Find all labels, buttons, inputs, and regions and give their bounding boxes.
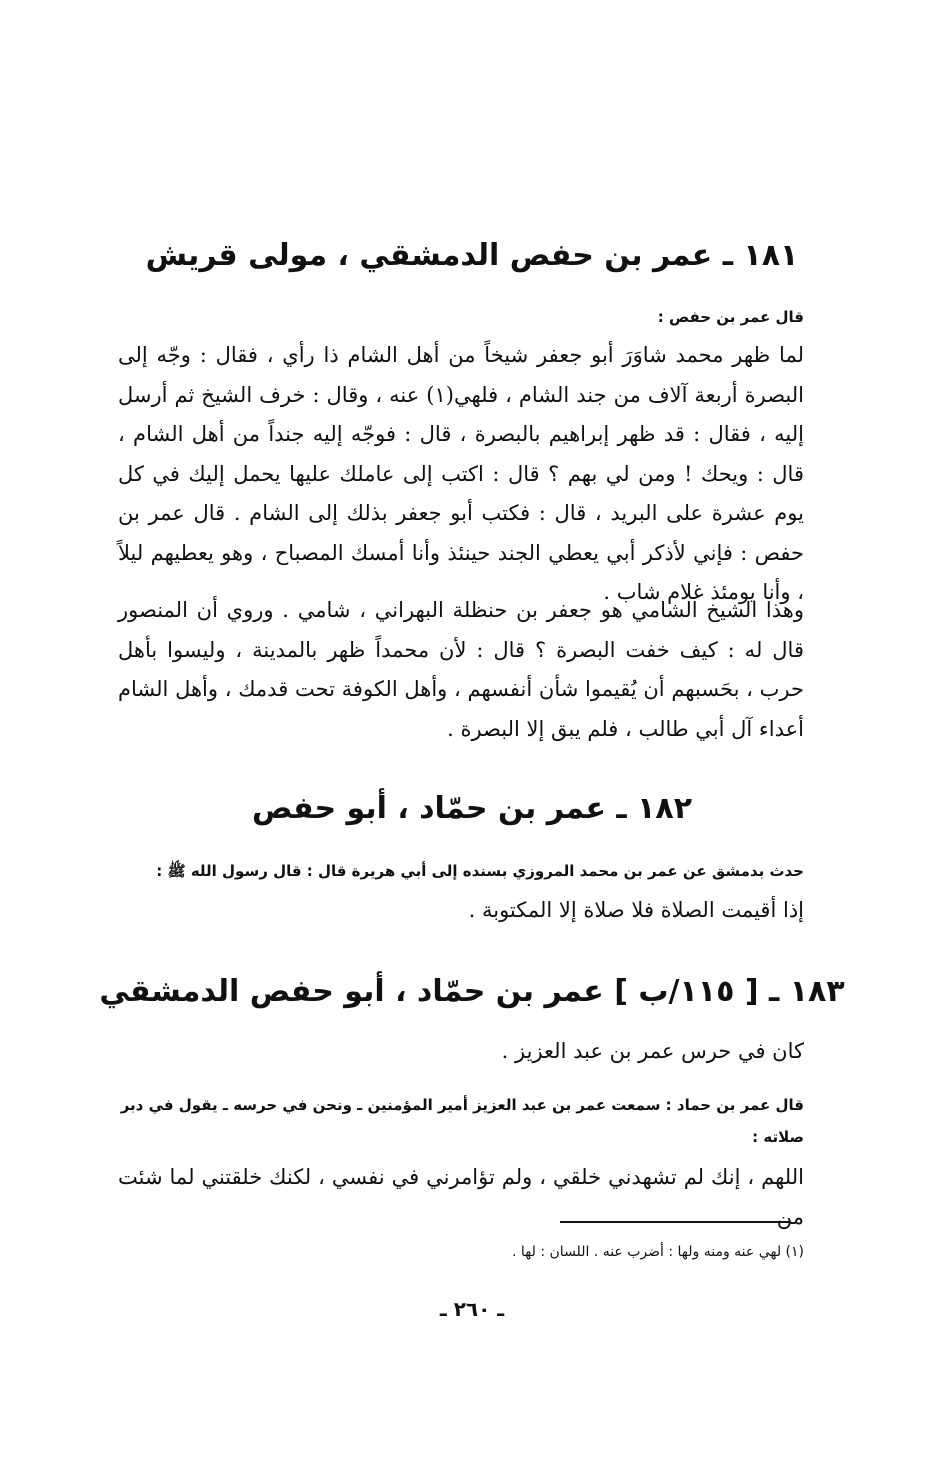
section-183-intro: قال عمر بن حماد : سمعت عمر بن عبد العزيز أمير المؤمنين ـ ونحن في حرسه ـ يقول في دبر صلاته : xyxy=(120,1096,804,1146)
section-182-intro: حدث بدمشق عن عمر بن محمد المروزي بسنده إلى أبي هريرة قال : قال رسول الله ﷺ : xyxy=(156,862,804,880)
section-181-heading: ١٨١ ـ عمر بن حفص الدمشقي ، مولى قريش xyxy=(145,238,799,273)
paragraph-text: لما ظهر محمد شاوَرَ أبو جعفر شيخاً من أهل الشام ذا رأي ، فقال : وجّه إلى البصرة أربعة آلاف من جند الشام ، فلهي(١) عنه ، وقال : خرف الشيخ ثم أرسل إليه ، فقال : قد ظهر إبراهيم بالبصرة ، قال : فوجّه إليه جنداً من أهل الشام ، قال : ويحك ! ومن لي بهم ؟ قال : اكتب إلى عاملك عليها يحمل إليك في كل يوم عشرة على البريد ، قال : فكتب أبو جعفر بذلك إلى الشام . قال عمر بن حفص : فإني لأذكر أبي يعطي الجند حينئذ وأنا أمسك المصباح ، وهو يعطيهم ليلاً ، وأنا يومئذ غلام شاب . xyxy=(118,343,804,604)
section-181-intro: قال عمر بن حفص : xyxy=(657,308,804,326)
paragraph-text: وهذا الشيخ الشامي هو جعفر بن حنظلة البهراني ، شامي . وروي أن المنصور قال له : كيف خفت البصرة ؟ قال : لأن محمداً ظهر بالمدينة ، وليسوا بأهل حرب ، بحَسبهم أن يُقيموا شأن أنفسهم ، وأهل الكوفة تحت قدمك ، وأهل الشام أعداء آل أبي طالب ، فلم يبق إلا البصرة . xyxy=(118,598,804,741)
paragraph-text: كان في حرس عمر بن عبد العزيز . xyxy=(501,1039,804,1063)
footnote: (١) لهي عنه ومنه ولها : أضرب عنه . اللسان : لها . xyxy=(512,1244,804,1260)
section-181-paragraph-1 xyxy=(118,336,804,613)
footnote-divider xyxy=(560,1221,790,1223)
paragraph-text: إذا أقيمت الصلاة فلا صلاة إلا المكتوبة . xyxy=(468,898,804,922)
page-number: ـ ٢٦٠ ـ xyxy=(439,1297,505,1321)
section-181-paragraph-2 xyxy=(118,591,804,749)
section-183-paragraph-1 xyxy=(118,1032,804,1072)
section-183-heading: ١٨٣ ـ [ ١١٥/ب ] عمر بن حمّاد ، أبو حفص الدمشقي xyxy=(99,974,845,1009)
section-183-paragraph-2 xyxy=(118,1158,804,1237)
section-182-heading: ١٨٢ ـ عمر بن حمّاد ، أبو حفص xyxy=(251,791,693,826)
paragraph-text: اللهم ، إنك لم تشهدني خلقي ، ولم تؤامرني في نفسي ، لكنك خلقتني لما شئت من xyxy=(118,1165,804,1229)
section-182-paragraph xyxy=(118,891,804,931)
